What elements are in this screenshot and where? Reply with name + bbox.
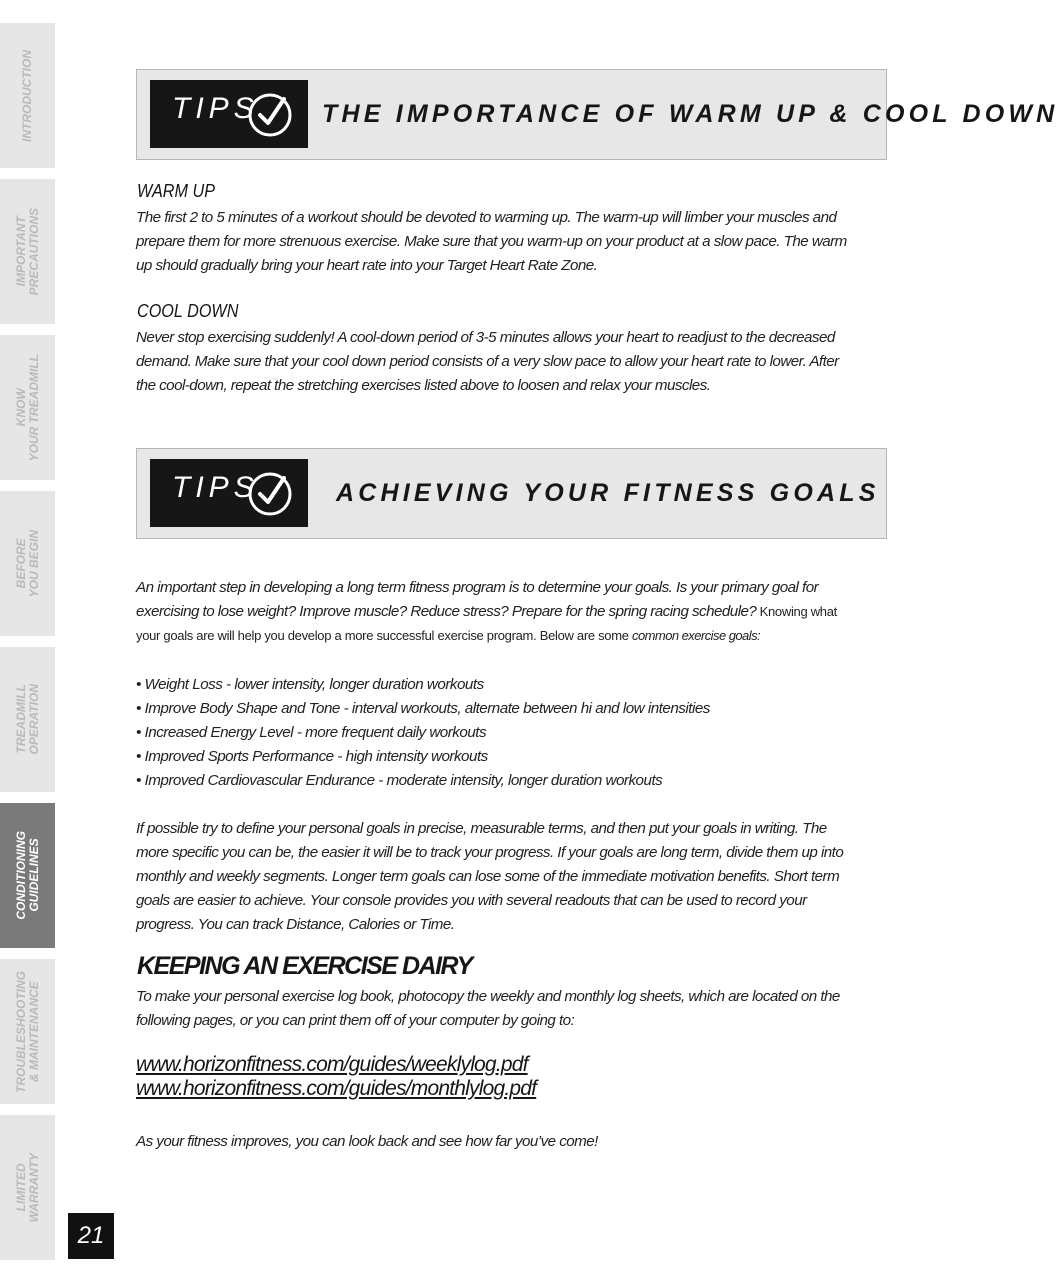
goals-intro-part3: common exercise goals: bbox=[632, 628, 761, 643]
warm-up-text: The first 2 to 5 minutes of a workout should be devoted to warming up. The warm-up will limber your muscles and prepare them for more strenuous exercise. Make sure that you warm-up on your product at a slow pace. The warm up should gradually bring your heart rate into your Target Heart Rate Zone. bbox=[136, 209, 847, 274]
tips-badge-label: TIPS bbox=[172, 92, 259, 125]
side-tab-label: LIMITED WARRANTY bbox=[13, 1152, 41, 1223]
side-tab-label: BEFORE YOU BEGIN bbox=[13, 529, 41, 598]
goals-followup: If possible try to define your personal goals in precise, measurable terms, and then put your goals in writing. The more specific you can be, the easier it will be to track your progress. If your goals are long term, divide them up into monthly and weekly segments. Longer term goals can lose some of the immediate motivation benefits. Short term goals are easier to achieve. Your console provides you with several readouts that can be used to record your progress. You can track Distance, Calories or Time. bbox=[136, 820, 844, 933]
side-tab-label: KNOW YOUR TREADMILL bbox=[13, 353, 41, 462]
side-tab-know-your-treadmill[interactable] bbox=[0, 335, 55, 480]
side-tab-limited-warranty[interactable] bbox=[0, 1115, 55, 1260]
side-tab-treadmill-operation[interactable] bbox=[0, 647, 55, 792]
tips-title: ACHIEVING YOUR FITNESS GOALS bbox=[336, 479, 880, 507]
side-tab-label: CONDITIONING GUIDELINES bbox=[13, 831, 41, 920]
closing-text: As your fitness improves, you can look back and see how far you’ve come! bbox=[136, 1133, 598, 1150]
tips-badge bbox=[150, 80, 308, 148]
side-tab-introduction[interactable] bbox=[0, 23, 55, 168]
list-item: • Increased Energy Level - more frequent daily workouts bbox=[136, 724, 487, 741]
list-item: • Weight Loss - lower intensity, longer duration workouts bbox=[136, 676, 484, 693]
list-item: • Improve Body Shape and Tone - interval workouts, alternate between hi and low intensities bbox=[136, 700, 710, 717]
tips-banner-warm-up bbox=[136, 69, 1058, 160]
warm-up-heading: WARM UP bbox=[137, 181, 216, 201]
page-number: 21 bbox=[68, 1213, 114, 1259]
check-circle-icon bbox=[246, 470, 294, 518]
goals-intro bbox=[136, 576, 856, 648]
cool-down-text: Never stop exercising suddenly! A cool-down period of 3-5 minutes allows your heart to readjust to the decreased demand. Make sure that your cool down period consists of a very slow pace to allow your heart rate to lower. After the cool-down, repeat the stretching exercises listed above to loosen and relax your muscles. bbox=[136, 329, 839, 394]
side-tab-conditioning-guidelines[interactable] bbox=[0, 803, 55, 948]
tips-banner-fitness-goals bbox=[136, 448, 887, 539]
list-item: • Improved Sports Performance - high intensity workouts bbox=[136, 748, 488, 765]
goals-intro-part1: An important step in developing a long term fitness program is to determine your goals. Is your primary goal for exercising to lose weight? Improve muscle? Reduce stress? Prepare for the spring racing schedule? bbox=[136, 579, 819, 620]
list-item: • Improved Cardiovascular Endurance - moderate intensity, longer duration workouts bbox=[136, 772, 663, 789]
side-tab-important-precautions[interactable] bbox=[0, 179, 55, 324]
tips-title: THE IMPORTANCE OF WARM UP & COOL DOWN bbox=[322, 100, 1058, 128]
side-tab-label: TREADMILL OPERATION bbox=[13, 684, 41, 755]
tips-badge-label: TIPS bbox=[172, 471, 259, 504]
goals-intro-part2: Knowing what your goals are will help you develop a more successful exercise program. Below are some bbox=[136, 604, 837, 643]
side-tab-before-you-begin[interactable] bbox=[0, 491, 55, 636]
side-tab-label: INTRODUCTION bbox=[20, 49, 34, 142]
side-tab-label: TROUBLESHOOTING & MAINTENANCE bbox=[13, 970, 41, 1093]
exercise-dairy-text: To make your personal exercise log book, photocopy the weekly and monthly log sheets, which are located on the following pages, or you can print them off of your computer by going to: bbox=[136, 988, 840, 1029]
weekly-log-link[interactable]: www.horizonfitness.com/guides/weeklylog.pdf bbox=[136, 1053, 528, 1076]
side-tab-label: IMPORTANT PRECAUTIONS bbox=[13, 207, 41, 296]
check-circle-icon bbox=[246, 91, 294, 139]
goals-list bbox=[136, 673, 710, 793]
cool-down-heading: COOL DOWN bbox=[137, 301, 239, 321]
side-tab-troubleshooting-maintenance[interactable] bbox=[0, 959, 55, 1104]
monthly-log-link[interactable]: www.horizonfitness.com/guides/monthlylog.pdf bbox=[136, 1077, 537, 1100]
exercise-dairy-title: KEEPING AN EXERCISE DAIRY bbox=[137, 952, 472, 980]
tips-badge bbox=[150, 459, 308, 527]
